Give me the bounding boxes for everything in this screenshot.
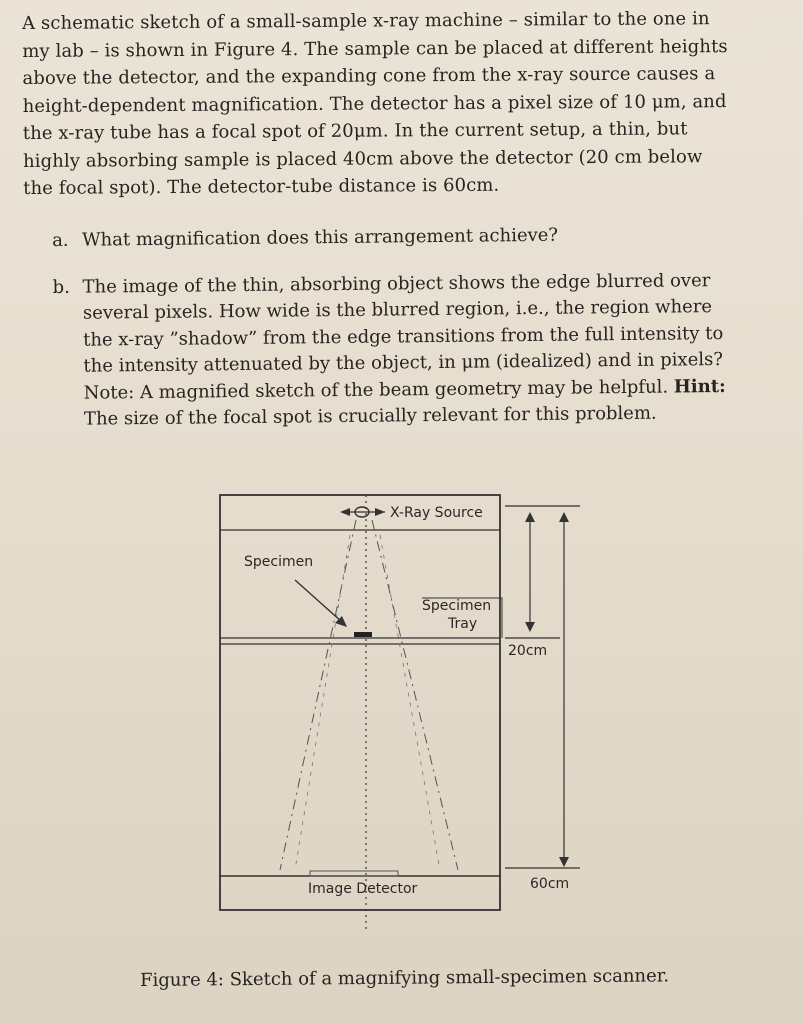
- question-a: [52, 220, 772, 254]
- xray-source-icon: [340, 507, 385, 517]
- hint-label: Hint:: [673, 375, 726, 397]
- question-b-line: the x-ray ”shadow” from the edge transitions from the full intensity to: [83, 322, 724, 351]
- detector-label: Image Detector: [308, 881, 418, 897]
- intro-line: highly absorbing sample is placed 40cm above the detector (20 cm below: [22, 145, 703, 172]
- question-b-label: b.: [52, 276, 70, 298]
- specimen-block: [354, 632, 372, 637]
- scanner-figure: [200, 480, 600, 930]
- beam-inner-left: [295, 535, 350, 870]
- tray-label-line2: Tray: [448, 616, 478, 632]
- question-b-line: The image of the thin, absorbing object shows the edge blurred over: [82, 269, 711, 298]
- figure-caption: Figure 4: Sketch of a magnifying small-specimen scanner.: [140, 965, 670, 991]
- note-text: Note: A magnified sketch of the beam geometry may be helpful.: [83, 376, 669, 404]
- dim-60-label: 60cm: [530, 876, 570, 892]
- beam-edge-left: [280, 520, 356, 870]
- question-a-label: a.: [52, 229, 69, 251]
- question-b-line: the intensity attenuated by the object, in μm (idealized) and in pixels?: [83, 348, 724, 377]
- source-label: X-Ray Source: [390, 505, 483, 521]
- intro-line: my lab – is shown in Figure 4. The sample can be placed at different heights: [22, 35, 728, 62]
- intro-line: the focal spot). The detector-tube distance is 60cm.: [23, 174, 500, 199]
- specimen-arrow: [295, 580, 342, 622]
- specimen-label: Specimen: [244, 554, 314, 570]
- intro-line: the x-ray tube has a focal spot of 20μm. In the current setup, a thin, but: [22, 118, 688, 144]
- problem-intro: [22, 5, 753, 203]
- question-a-text: What magnification does this arrangement achieve?: [82, 224, 559, 251]
- detector-element: [310, 871, 398, 876]
- dim-20-label: 20cm: [508, 643, 548, 659]
- question-b-last-line: The size of the focal spot is crucially relevant for this problem.: [83, 402, 657, 430]
- intro-line: above the detector, and the expanding cone from the x-ray source causes a: [22, 63, 716, 89]
- question-b-line: several pixels. How wide is the blurred region, i.e., the region where: [82, 296, 713, 324]
- intro-line: height-dependent magnification. The detector has a pixel size of 10 μm, and: [22, 90, 727, 117]
- tray-label-line1: Specimen: [422, 598, 492, 614]
- question-b: [52, 267, 774, 434]
- question-list: [52, 220, 774, 433]
- scanner-sketch: [200, 480, 600, 930]
- beam-edge-right: [372, 520, 458, 870]
- intro-line: A schematic sketch of a small-sample x-ray machine – similar to the one in: [22, 8, 710, 34]
- beam-inner-right: [380, 535, 440, 870]
